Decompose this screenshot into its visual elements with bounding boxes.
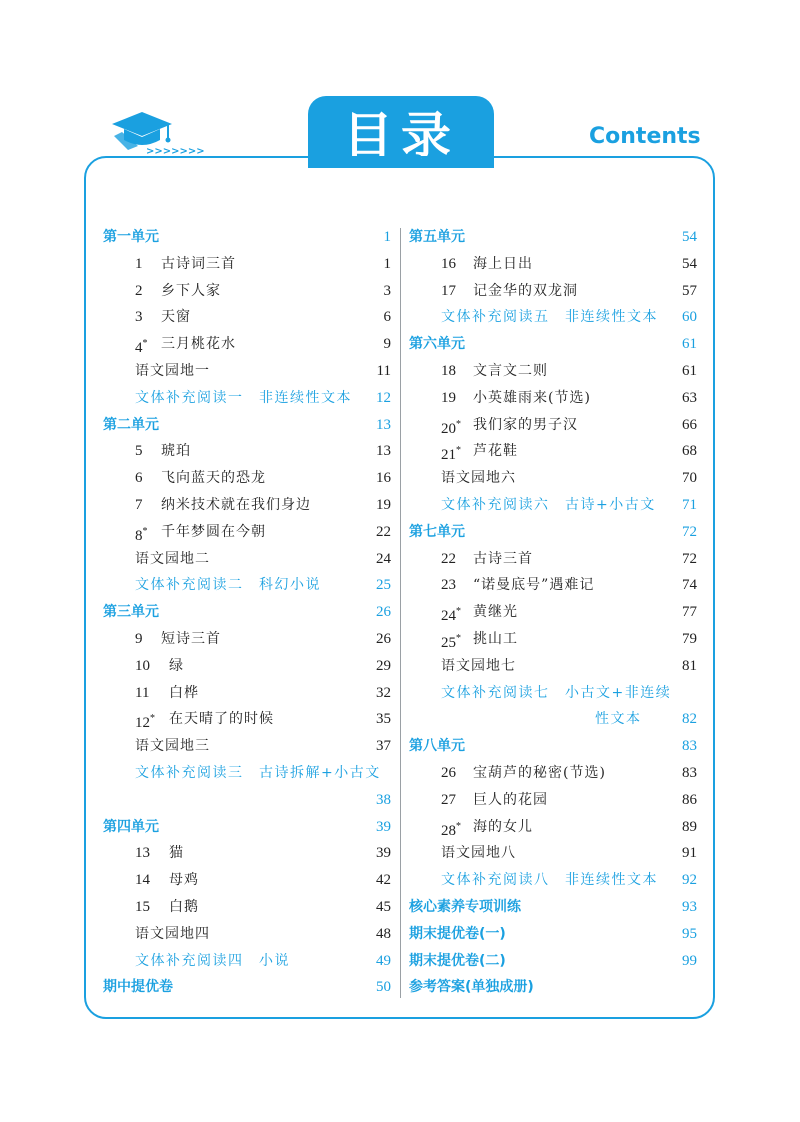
toc-entry-title: 海的女儿 [473, 818, 533, 835]
page-number: 86 [682, 791, 697, 808]
lesson-number: 23 [441, 577, 456, 594]
page-number: 54 [682, 229, 697, 245]
page-number: 25 [376, 577, 391, 594]
optional-star: * [150, 713, 155, 725]
toc-entry-title: 文体补充阅读六 古诗+小古文 [441, 496, 656, 513]
page-number: 26 [376, 604, 391, 621]
toc-entry-title: 我们家的男子汉 [473, 416, 578, 433]
toc-lesson-1[interactable] [103, 251, 391, 278]
lesson-number: 26 [441, 764, 456, 781]
toc-entry-title: 语文园地六 [441, 470, 516, 487]
toc-entry-title: 语文园地一 [135, 362, 210, 379]
toc-entry-title: 第一单元 [103, 229, 159, 245]
toc-entry-title: 期末提优卷(二) [409, 952, 506, 969]
page-number: 1 [383, 229, 391, 245]
page-number: 16 [376, 470, 391, 487]
page-number: 72 [682, 550, 697, 567]
page-subtitle: Contents [589, 124, 701, 149]
optional-star: * [456, 606, 461, 618]
optional-star: * [456, 632, 461, 644]
page-number: 11 [376, 362, 391, 379]
toc-entry-title: 28 [441, 822, 456, 839]
svg-text:>>>>>>>: >>>>>>> [146, 146, 205, 157]
page-number: 22 [376, 523, 391, 540]
page-number: 89 [682, 818, 697, 835]
page-number: 26 [376, 630, 391, 647]
page-number: 95 [682, 925, 697, 942]
optional-star: * [456, 418, 461, 430]
toc-entry-title: 天窗 [161, 309, 191, 326]
toc-entry-title: 参考答案(单独成册) [409, 979, 534, 996]
toc-entry-title: 第四单元 [103, 818, 159, 835]
page-number: 61 [682, 336, 697, 353]
toc-entry-title: 在天晴了的时候 [169, 711, 274, 728]
toc-entry-title: 语文园地三 [135, 738, 210, 755]
lesson-number: 10 [135, 657, 150, 674]
page-number: 32 [376, 684, 391, 701]
page-number: 82 [682, 711, 697, 728]
toc-unit-2[interactable] [103, 412, 391, 439]
page-number: 9 [383, 336, 391, 353]
lesson-number: 18 [441, 362, 456, 379]
toc-entry-title: 文体补充阅读二 科幻小说 [135, 577, 321, 594]
page-number: 70 [682, 470, 697, 487]
page-number: 29 [376, 657, 391, 674]
page-number: 54 [682, 255, 697, 272]
toc-lesson-17[interactable] [409, 278, 697, 305]
toc-extra-reading-6[interactable] [409, 492, 697, 519]
toc-yuwen-4[interactable] [103, 921, 391, 948]
toc-answers[interactable] [409, 974, 697, 1001]
toc-lesson-19[interactable] [409, 385, 697, 412]
lesson-number: 13 [135, 845, 150, 862]
page-number: 45 [376, 898, 391, 915]
page-title: 目录 [308, 96, 494, 168]
toc-lesson-28[interactable] [409, 814, 697, 841]
toc-lesson-6[interactable] [103, 465, 391, 492]
lesson-number: 11 [135, 684, 150, 701]
toc-entry-title: 古诗三首 [473, 550, 533, 567]
toc-lesson-12[interactable] [103, 706, 391, 733]
page-number: 35 [376, 711, 391, 728]
toc-entry-title: 文言文二则 [473, 362, 548, 379]
graduation-cap-icon [108, 110, 205, 157]
toc-entry-title: 8 [135, 527, 143, 544]
toc-entry-title: 海上日出 [473, 255, 533, 272]
page-number: 91 [682, 845, 697, 862]
page-number: 39 [376, 818, 391, 835]
lesson-number: 14 [135, 872, 150, 889]
page-number: 6 [383, 309, 391, 326]
toc-entry-title: 文体补充阅读七 小古文+非连续 [441, 684, 672, 701]
toc-entry-title: 白鹅 [169, 898, 199, 915]
toc-entry-title: 核心素养专项训练 [409, 898, 521, 915]
page-number: 77 [682, 604, 697, 621]
toc-lesson-11[interactable] [103, 680, 391, 707]
toc-entry-title: 第五单元 [409, 229, 465, 245]
page-number: 93 [682, 898, 697, 915]
toc-yuwen-3[interactable] [103, 733, 391, 760]
toc-unit-7[interactable] [409, 519, 697, 546]
toc-entry-title: 语文园地七 [441, 657, 516, 674]
page-number: 61 [682, 362, 697, 379]
toc-lesson-18[interactable] [409, 358, 697, 385]
toc-entry-title: 24 [441, 608, 456, 625]
toc-entry-title: 古诗词三首 [161, 255, 236, 272]
toc-entry-title: 4 [135, 340, 143, 357]
page-number: 1 [383, 255, 391, 272]
lesson-number: 5 [135, 443, 143, 460]
toc-left-column [103, 224, 391, 1001]
toc-entry-title: 第二单元 [103, 416, 159, 433]
toc-extra-reading-5[interactable] [409, 304, 697, 331]
lesson-number: 19 [441, 389, 456, 406]
toc-entry-title: 期中提优卷 [103, 979, 173, 996]
page-number: 99 [682, 952, 697, 969]
optional-star: * [456, 820, 461, 832]
toc-lesson-27[interactable] [409, 787, 697, 814]
toc-right-column [409, 224, 697, 1001]
toc-entry-title: 宝葫芦的秘密(节选) [473, 764, 606, 781]
page-number: 12 [376, 389, 391, 406]
lesson-number: 6 [135, 470, 143, 487]
lesson-number: 16 [441, 255, 456, 272]
toc-lesson-15[interactable] [103, 894, 391, 921]
optional-star: * [142, 525, 148, 537]
toc-lesson-21[interactable] [409, 438, 697, 465]
page-number: 79 [682, 630, 697, 647]
page-number: 37 [376, 738, 391, 755]
toc-unit-8[interactable] [409, 733, 697, 760]
lesson-number: 17 [441, 282, 456, 299]
toc-extra-reading-2[interactable] [103, 572, 391, 599]
toc-extra-reading-7[interactable] [409, 680, 697, 707]
toc-entry-title: 期末提优卷(一) [409, 925, 506, 942]
toc-entry-title: 猫 [169, 845, 184, 862]
toc-yuwen-7[interactable] [409, 653, 697, 680]
toc-extra-reading-1[interactable] [103, 385, 391, 412]
toc-entry-title: 芦花鞋 [473, 443, 518, 460]
page-number: 81 [682, 657, 697, 674]
page-number: 38 [376, 791, 391, 808]
toc-entry-title: 21 [441, 447, 456, 464]
toc-entry-title: 挑山工 [473, 630, 518, 647]
page-number: 71 [682, 496, 697, 513]
page-number: 13 [376, 443, 391, 460]
toc-unit-5[interactable] [409, 224, 697, 251]
toc-midterm[interactable] [103, 974, 391, 1001]
toc-lesson-20[interactable] [409, 412, 697, 439]
lesson-number: 7 [135, 496, 143, 513]
lesson-number: 27 [441, 791, 456, 808]
toc-entry-title: 巨人的花园 [473, 791, 548, 808]
toc-entry-title: 语文园地八 [441, 845, 516, 862]
toc-entry-title: 纳米技术就在我们身边 [161, 496, 311, 513]
toc-entry-title: 文体补充阅读三 古诗拆解+小古文 [135, 764, 381, 781]
lesson-number: 15 [135, 898, 150, 915]
toc-lesson-9[interactable] [103, 626, 391, 653]
toc-entry-title: 记金华的双龙洞 [473, 282, 578, 299]
toc-entry-title: 千年梦圆在今朝 [161, 523, 266, 540]
toc-entry-title: 第六单元 [409, 336, 465, 353]
toc-yuwen-1[interactable] [103, 358, 391, 385]
toc-lesson-5[interactable] [103, 438, 391, 465]
page-number: 74 [682, 577, 697, 594]
page-number: 60 [682, 309, 697, 326]
toc-unit-3[interactable] [103, 599, 391, 626]
toc-unit-4[interactable] [103, 814, 391, 841]
toc-lesson-13[interactable] [103, 840, 391, 867]
toc-lesson-10[interactable] [103, 653, 391, 680]
optional-star: * [142, 338, 148, 350]
page-number: 48 [376, 925, 391, 942]
toc-entry-title: 绿 [169, 657, 184, 674]
toc-entry-title: 第七单元 [409, 523, 465, 540]
toc-yuwen-8[interactable] [409, 840, 697, 867]
page-number: 49 [376, 952, 391, 969]
toc-entry-title: 语文园地四 [135, 925, 210, 942]
toc-entry-title: 白桦 [169, 684, 199, 701]
toc-entry-title: 语文园地二 [135, 550, 210, 567]
toc-entry-title: 第八单元 [409, 738, 465, 755]
page-number: 83 [682, 738, 697, 755]
page-number: 68 [682, 443, 697, 460]
toc-entry-title: 黄继光 [473, 604, 518, 621]
page-number: 19 [376, 496, 391, 513]
toc-entry-title: 乡下人家 [161, 282, 221, 299]
toc-lesson-22[interactable] [409, 546, 697, 573]
toc-lesson-3[interactable] [103, 304, 391, 331]
lesson-number: 3 [135, 309, 143, 326]
toc-extra-reading-3-page [103, 787, 391, 814]
lesson-number: 9 [135, 630, 143, 647]
toc-extra-reading-7-cont[interactable] [409, 706, 697, 733]
toc-lesson-24[interactable] [409, 599, 697, 626]
toc-lesson-4[interactable] [103, 331, 391, 358]
toc-lesson-16[interactable] [409, 251, 697, 278]
page-number: 50 [376, 979, 391, 996]
toc-extra-reading-8[interactable] [409, 867, 697, 894]
page-number: 24 [376, 550, 391, 567]
toc-entry-title: 三月桃花水 [161, 336, 236, 353]
toc-entry-title: 小英雄雨来(节选) [473, 389, 591, 406]
toc-lesson-2[interactable] [103, 278, 391, 305]
toc-unit-1[interactable] [103, 224, 391, 251]
page-number: 13 [376, 416, 391, 433]
page-number: 42 [376, 872, 391, 889]
toc-entry-title: 20 [441, 420, 456, 437]
page-number: 3 [383, 282, 391, 299]
toc-final-2[interactable] [409, 948, 697, 975]
toc-entry-title: 12 [135, 715, 150, 732]
toc-extra-reading-3[interactable] [103, 760, 391, 787]
toc-entry-title: 第三单元 [103, 604, 159, 621]
toc-final-1[interactable] [409, 921, 697, 948]
lesson-number: 2 [135, 282, 143, 299]
toc-entry-title: 文体补充阅读一 非连续性文本 [135, 389, 352, 406]
page-number: 92 [682, 872, 697, 889]
toc-unit-6[interactable] [409, 331, 697, 358]
toc-lesson-26[interactable] [409, 760, 697, 787]
toc-lesson-7[interactable] [103, 492, 391, 519]
toc-lesson-25[interactable] [409, 626, 697, 653]
toc-entry-title: 短诗三首 [161, 630, 221, 647]
toc-entry-title: 性文本 [595, 711, 642, 728]
toc-core-training[interactable] [409, 894, 697, 921]
toc-yuwen-2[interactable] [103, 546, 391, 573]
toc-entry-title: 文体补充阅读八 非连续性文本 [441, 872, 658, 889]
lesson-number: 1 [135, 255, 143, 272]
toc-lesson-14[interactable] [103, 867, 391, 894]
toc-entry-title: “诺曼底号”遇难记 [473, 577, 595, 594]
toc-entry-title: 琥珀 [161, 443, 191, 460]
optional-star: * [456, 445, 461, 457]
page-number: 57 [682, 282, 697, 299]
page-number: 72 [682, 523, 697, 540]
toc-entry-title: 25 [441, 634, 456, 651]
toc-entry-title: 文体补充阅读五 非连续性文本 [441, 309, 658, 326]
toc-lesson-23[interactable] [409, 572, 697, 599]
column-divider [400, 228, 401, 998]
toc-entry-title: 飞向蓝天的恐龙 [161, 470, 266, 487]
page-number: 63 [682, 389, 697, 406]
toc-lesson-8[interactable] [103, 519, 391, 546]
toc-extra-reading-4[interactable] [103, 948, 391, 975]
toc-entry-title: 母鸡 [169, 872, 199, 889]
page-number: 83 [682, 764, 697, 781]
toc-yuwen-6[interactable] [409, 465, 697, 492]
page-number: 39 [376, 845, 391, 862]
lesson-number: 22 [441, 550, 456, 567]
toc-entry-title: 文体补充阅读四 小说 [135, 952, 290, 969]
page-number: 66 [682, 416, 697, 433]
